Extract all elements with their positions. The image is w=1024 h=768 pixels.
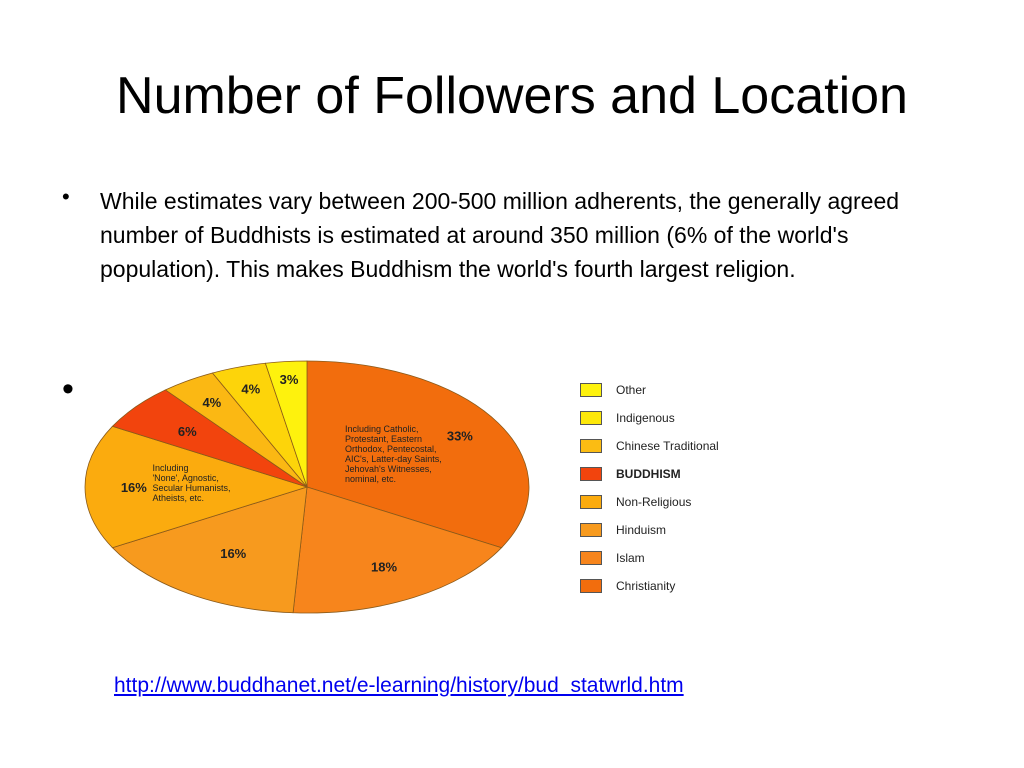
pie-pct-label: 4%	[202, 394, 222, 410]
pie-pct-label: 3%	[279, 372, 299, 388]
legend-label: Chinese Traditional	[616, 439, 719, 453]
slide-title: Number of Followers and Location	[116, 67, 908, 125]
pie-slice-note: Secular Humanists,	[152, 483, 231, 493]
legend-label: Hinduism	[616, 523, 667, 537]
legend-label: Indigenous	[616, 411, 675, 425]
legend-item	[580, 572, 719, 600]
pie-slice-note: AIC's, Latter-day Saints,	[344, 454, 442, 465]
bullet-text: While estimates vary between 200-500 million adherents, the generally agreed number of Buddhists is estimated at around 350 million (6% of the world's population). This makes Buddhism the world's fourth largest religion.	[100, 188, 900, 282]
bullet-item	[62, 184, 962, 286]
legend-swatch	[580, 495, 602, 509]
legend-swatch	[580, 411, 602, 425]
legend-label: BUDDHISM	[616, 467, 681, 481]
legend-label: Christianity	[616, 579, 676, 593]
legend-item	[580, 516, 719, 544]
legend-item	[580, 404, 719, 432]
legend-swatch	[580, 383, 602, 397]
religion-pie-chart	[70, 350, 540, 630]
pie-slice-note: nominal, etc.	[344, 474, 397, 485]
legend-item	[580, 460, 719, 488]
pie-pct-label: 33%	[446, 428, 473, 444]
pie-slice-note: Atheists, etc.	[152, 493, 204, 503]
legend-swatch	[580, 551, 602, 565]
pie-pct-label: 16%	[120, 480, 147, 495]
legend-swatch	[580, 579, 602, 593]
pie-slice-note: Including Catholic,	[344, 424, 419, 435]
legend-swatch	[580, 439, 602, 453]
legend-item	[580, 544, 719, 572]
pie-slice-note: Including	[152, 463, 189, 473]
chart-legend	[580, 376, 719, 600]
pie-pct-label: 16%	[220, 545, 247, 561]
legend-item	[580, 376, 719, 404]
pie-slice-note: Protestant, Eastern	[344, 434, 423, 445]
legend-label: Islam	[616, 551, 645, 565]
legend-item	[580, 488, 719, 516]
pie-pct-label: 4%	[241, 381, 261, 397]
pie-slice-note: 'None', Agnostic,	[152, 473, 219, 483]
empty-bullet-symbol: •	[62, 370, 74, 408]
pie-pct-label: 18%	[370, 559, 398, 575]
bullet-symbol: •	[62, 184, 70, 209]
legend-swatch	[580, 467, 602, 481]
source-link[interactable]: http://www.buddhanet.net/e-learning/history/bud_statwrld.htm	[114, 674, 684, 697]
pie-pct-label: 6%	[177, 423, 197, 439]
legend-label: Non-Religious	[616, 495, 692, 509]
legend-label: Other	[616, 383, 647, 397]
legend-swatch	[580, 523, 602, 537]
pie-slice-note: Jehovah's Witnesses,	[344, 464, 432, 475]
pie-slice-note: Orthodox, Pentecostal,	[344, 444, 437, 455]
legend-item	[580, 432, 719, 460]
